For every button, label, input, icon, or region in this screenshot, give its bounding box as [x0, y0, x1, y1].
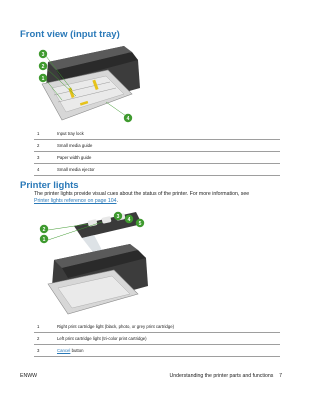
- svg-text:1: 1: [42, 236, 46, 243]
- table-row: [34, 345, 280, 357]
- svg-text:3: 3: [41, 51, 45, 58]
- row-description: Small media guide: [57, 140, 280, 152]
- section-heading-front-view: Front view (input tray): [20, 29, 120, 40]
- svg-text:1: 1: [41, 75, 45, 82]
- printer-lights-paragraph: [34, 191, 284, 205]
- section-heading-printer-lights: Printer lights: [20, 180, 79, 191]
- table-row: [34, 321, 280, 333]
- cancel-button-link[interactable]: Cancel: [57, 348, 71, 353]
- printer-lights-legend-table: [34, 321, 280, 357]
- row-description: Input tray lock: [57, 128, 280, 140]
- printer-lights-callouts: [34, 210, 154, 316]
- callout-1-badge: [39, 74, 47, 82]
- row-number: 3: [34, 345, 57, 357]
- callout-3-badge: [39, 50, 47, 58]
- callout-5-badge: [136, 219, 144, 227]
- printer-lights-reference-link[interactable]: Printer lights reference on page 104: [34, 198, 117, 204]
- row-description: Right print cartridge light (black, photo, or grey print cartridge): [57, 321, 280, 333]
- footer-chapter-title: Understanding the printer parts and functions: [169, 373, 274, 379]
- row-description: [57, 345, 280, 357]
- row-description: Left print cartridge light (tri-color print cartridge): [57, 333, 280, 345]
- row-description: Small media ejector: [57, 164, 280, 176]
- callout-4-badge: [124, 114, 132, 122]
- row-number: 2: [34, 333, 57, 345]
- callout-2-badge: [40, 225, 48, 233]
- table-row: [34, 128, 280, 140]
- row-number: 2: [34, 140, 57, 152]
- svg-text:2: 2: [41, 63, 45, 70]
- svg-text:4: 4: [126, 115, 130, 122]
- table-row: [34, 140, 280, 152]
- callout-3-badge: [114, 212, 122, 220]
- svg-text:2: 2: [42, 226, 46, 233]
- table-row: [34, 333, 280, 345]
- front-view-callouts: [32, 40, 142, 126]
- page-number: 7: [279, 373, 282, 379]
- callout-1-badge: [40, 235, 48, 243]
- callout-2-badge: [39, 62, 47, 70]
- row-number: 3: [34, 152, 57, 164]
- row-number: 4: [34, 164, 57, 176]
- row-number: 1: [34, 128, 57, 140]
- row-number: 1: [34, 321, 57, 333]
- svg-text:5: 5: [138, 220, 142, 227]
- paragraph-end: .: [116, 198, 118, 204]
- table-row: [34, 152, 280, 164]
- footer-right: [170, 373, 282, 379]
- front-view-legend-table: [34, 128, 280, 176]
- svg-text:3: 3: [116, 213, 120, 220]
- row-description-rest: button: [70, 348, 84, 353]
- paragraph-text: The printer lights provide visual cues about the status of the printer. For more information, see: [34, 191, 250, 197]
- callout-4-badge: [125, 215, 133, 223]
- svg-text:4: 4: [127, 216, 131, 223]
- footer-left-label: ENWW: [20, 373, 37, 379]
- table-row: [34, 164, 280, 176]
- row-description: Paper width guide: [57, 152, 280, 164]
